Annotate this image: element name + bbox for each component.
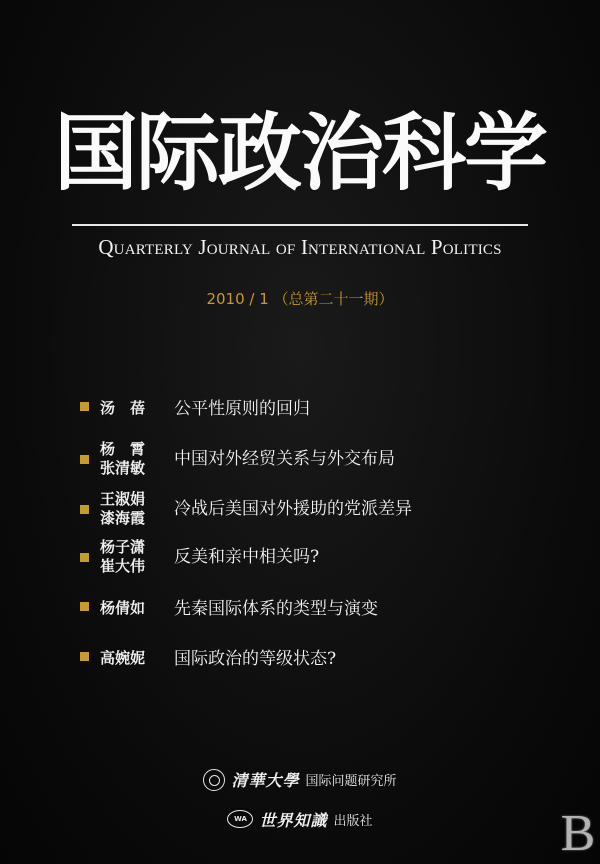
toc-author-line-1: 杨子潇 bbox=[100, 538, 146, 556]
square-bullet-icon bbox=[80, 402, 89, 411]
toc-article-title: 先秦国际体系的类型与演变 bbox=[174, 599, 378, 619]
toc-author-line-1: 杨倩如 bbox=[100, 599, 146, 617]
institute-line bbox=[0, 768, 600, 794]
institute-name: 国际问题研究所 bbox=[305, 774, 397, 789]
title-divider bbox=[72, 224, 528, 226]
toc-author-line-1: 高婉妮 bbox=[100, 649, 146, 667]
toc-authors bbox=[100, 649, 162, 668]
toc-article-title: 冷战后美国对外援助的党派差异 bbox=[174, 499, 412, 519]
publisher-line bbox=[0, 806, 600, 832]
toc-authors bbox=[100, 399, 162, 418]
toc-authors bbox=[100, 490, 162, 528]
journal-title-english: Quarterly Journal of International Politics bbox=[98, 235, 502, 259]
publisher-logo-icon: WA bbox=[227, 810, 253, 828]
toc-author-line-1: 汤 蓓 bbox=[100, 399, 146, 417]
publisher-name: 世界知識 bbox=[259, 810, 328, 830]
issue-number: 2010 / 1 （总第二十一期） bbox=[206, 290, 394, 308]
corner-letter-mark: B bbox=[560, 805, 596, 862]
journal-title-chinese: 国际政治科学 bbox=[53, 103, 546, 202]
toc-authors bbox=[100, 599, 162, 618]
toc-article-title: 反美和亲中相关吗? bbox=[174, 547, 320, 567]
square-bullet-icon bbox=[80, 602, 89, 611]
toc-author-line-1: 杨 霄 bbox=[100, 440, 146, 458]
square-bullet-icon bbox=[80, 455, 89, 464]
toc-author-line-2: 崔大伟 bbox=[100, 557, 146, 575]
square-bullet-icon bbox=[80, 505, 89, 514]
toc-authors bbox=[100, 538, 162, 576]
toc-author-line-2: 张清敏 bbox=[100, 459, 146, 477]
tsinghua-emblem-icon bbox=[203, 769, 225, 791]
toc-article-title: 中国对外经贸关系与外交布局 bbox=[174, 449, 395, 469]
toc-author-line-2: 漆海霞 bbox=[100, 509, 146, 527]
toc-article-title: 公平性原则的回归 bbox=[174, 399, 310, 419]
square-bullet-icon bbox=[80, 553, 89, 562]
publisher-suffix: 出版社 bbox=[333, 813, 373, 829]
toc-authors bbox=[100, 440, 162, 478]
toc-author-line-1: 王淑娟 bbox=[100, 490, 146, 508]
university-name: 清華大學 bbox=[231, 771, 300, 790]
toc-article-title: 国际政治的等级状态? bbox=[174, 649, 337, 669]
square-bullet-icon bbox=[80, 652, 89, 661]
